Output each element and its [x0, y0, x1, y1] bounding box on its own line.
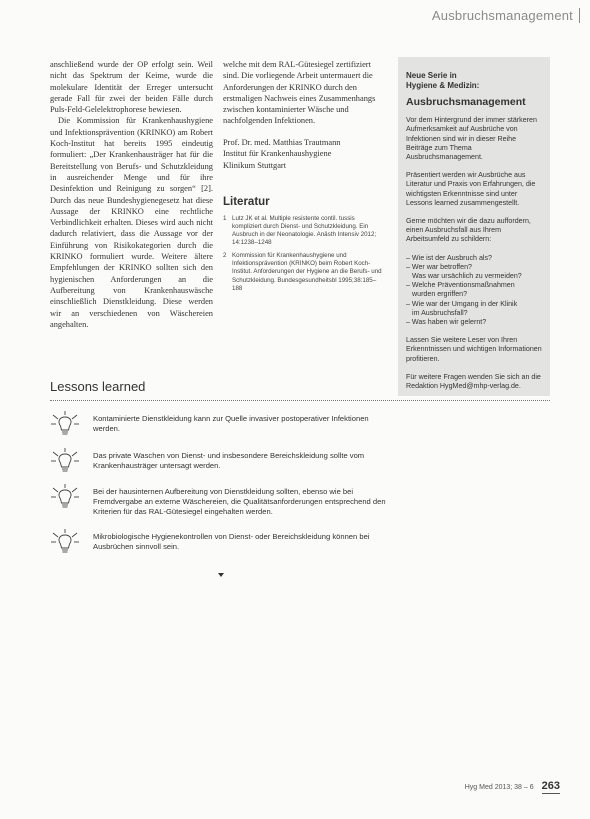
- literature-number: 1: [223, 214, 227, 222]
- author-name: Prof. Dr. med. Matthias Trautmann: [223, 137, 341, 147]
- question-item: wurden ergriffen?: [412, 290, 468, 299]
- lesson-text: Bei der hausinternen Aufbereitung von Dienstkleidung sollten, ebenso wie bei Fremdvergabe an externe Wäschereien, die Qualitätsanforderungen entsprechend den Kriterien für das RAL-Gütesiegel eingehalten werden.: [93, 487, 386, 516]
- box-paragraph: Vor dem Hintergrund der immer stärkeren Aufmerksamkeit auf Ausbrüche von Infektionen sind wir in dieser Reihe Beiträge zum Thema Ausbruchsmanagement.: [406, 116, 537, 162]
- body-column-1: [50, 59, 213, 330]
- lesson-text: Das private Waschen von Dienst- und insbesondere Bereichskleidung sollte vom Krankenhausträger untersagt werden.: [93, 451, 365, 470]
- box-contact: Für weitere Fragen wenden Sie sich an die Redaktion HygMed@mhp-verlag.de.: [406, 372, 541, 391]
- author-clinic: Klinikum Stuttgart: [223, 160, 287, 170]
- lessons-title: Lessons learned: [50, 379, 146, 394]
- page-number: 263: [541, 780, 560, 792]
- series-title: Ausbruchsmanagement: [406, 96, 526, 108]
- lightbulb-icon: [50, 484, 80, 510]
- question-item: im Ausbruchsfall?: [412, 308, 468, 317]
- lesson-text: Kontaminierte Dienstkleidung kann zur Quelle invasiver postoperativer Infektionen werden.: [93, 414, 369, 433]
- paragraph: welche mit dem RAL-Gütesiegel zertifiziert sind. Die vorliegende Arbeit untermauert die Anforderungen der KRINKO durch den erstmaligen Nachweis eines Zusammenhangs zwischen kontaminierter Wäsche und nachfolgenden Infektionen.: [223, 60, 376, 126]
- lesson-item: [50, 451, 390, 474]
- question-item: – Wie war der Umgang in der Klinik: [406, 299, 518, 308]
- box-paragraph: Präsentiert werden wir Ausbrüche aus Literatur und Praxis von Erfahrungen, die wichtigsten Erkenntnisse sind unter Lessons learned zusammengestellt.: [406, 171, 536, 207]
- question-item: – Was haben wir gelernt?: [406, 318, 487, 327]
- literature-item: [223, 215, 386, 248]
- literature-title: Literatur: [223, 196, 270, 209]
- lesson-item: [50, 414, 390, 437]
- literature-text: Kommission für Krankenhaushygiene und Infektionsprävention (KRINKO) beim Robert Koch-Institut. Anforderungen der Hygiene an die Berufs- und Schutzkleidung. Bundesgesundheitsbl 1995;38:185–188: [232, 251, 382, 292]
- box-paragraph: Lassen Sie weitere Leser von Ihren Erkenntnissen und wichtigen Informationen profitieren.: [406, 336, 542, 363]
- journal-citation: Hyg Med 2013; 38 – 6: [464, 784, 534, 791]
- lightbulb-icon: [50, 411, 80, 437]
- lesson-text: Mikrobiologische Hygienekontrollen von Dienst- oder Bereichskleidung können bei Ausbrüchen sinnvoll sein.: [93, 532, 370, 551]
- literature-text: Lutz JK et al. Multiple resistente contil. tussis kompliziert durch Dienst- und Schutzkleidung. Ein Ausbruch in der Neonatologie. Anästh Intensiv 2012; 14:1238–1248: [232, 214, 377, 247]
- literature-number: 2: [223, 251, 227, 259]
- question-item: – Wie ist der Ausbruch als?: [406, 253, 492, 262]
- lesson-item: [50, 532, 390, 555]
- literature-item: [223, 252, 386, 293]
- paragraph: Die Kommission für Krankenhaushygiene und Infektionsprävention (KRINKO) am Robert Koch-Institut hat bereits 1995 eindeutig formuliert: „Der Krankenhausträger hat für die Bereitstellung von Berufs- und Schutzkleidung in ausreichender Menge und für ihre Desinfektion und Reinigung zu sorgen“ [2]. Durch das neue Bundeshygienegesetz hat diese Aussage der KRINKO eine rechtliche Verbindlichkeit erhalten. Dieses wird auch nicht dadurch relativiert, dass die Aussage vor der Einführung von Risikokategorien durch die KRINKO formuliert wurde. Weitere ältere Empfehlungen der KRINKO sollten sich den hygienischen Anforderungen an die Aufbereitung von Krankenhauswäsche einschließlich Dienstkleidung. Diese werden wir an verschiedenen von Wäschereien angehalten.: [50, 116, 213, 329]
- paragraph: anschließend wurde der OP erfolgt sein. Weil nicht das Spektrum der Keime, wurde die molekulare Identität der Erreger untersucht gerade Fall für zwei der beiden Fälle durch Puls-Feld-Gelelektrophorese bewiesen.: [50, 60, 213, 115]
- question-item: – Welche Präventionsmaßnahmen: [406, 281, 515, 290]
- question-item: Was war ursächlich zu vermeiden?: [412, 272, 522, 281]
- author-block: [223, 137, 386, 172]
- series-info-box: [398, 57, 550, 396]
- question-list: [406, 254, 542, 328]
- lightbulb-icon: [50, 529, 80, 555]
- box-paragraph: Gerne möchten wir die dazu auffordern, einen Ausbruchsfall aus Ihrem Arbeitsumfeld zu schildern:: [406, 217, 531, 244]
- question-item: – Wer war betroffen?: [406, 262, 472, 271]
- body-column-2: [223, 59, 386, 297]
- section-header: Ausbruchsmanagement: [432, 8, 580, 23]
- lesson-item: [50, 487, 390, 517]
- series-kicker: [406, 71, 542, 90]
- triangle-mark-icon: [218, 573, 224, 577]
- kicker-line: Hygiene & Medizin:: [406, 80, 480, 90]
- lessons-divider: [50, 400, 550, 401]
- kicker-line: Neue Serie in: [406, 71, 457, 80]
- lightbulb-icon: [50, 448, 80, 474]
- page-footer: [465, 780, 560, 794]
- author-institute: Institut für Krankenhaushygiene: [223, 149, 332, 159]
